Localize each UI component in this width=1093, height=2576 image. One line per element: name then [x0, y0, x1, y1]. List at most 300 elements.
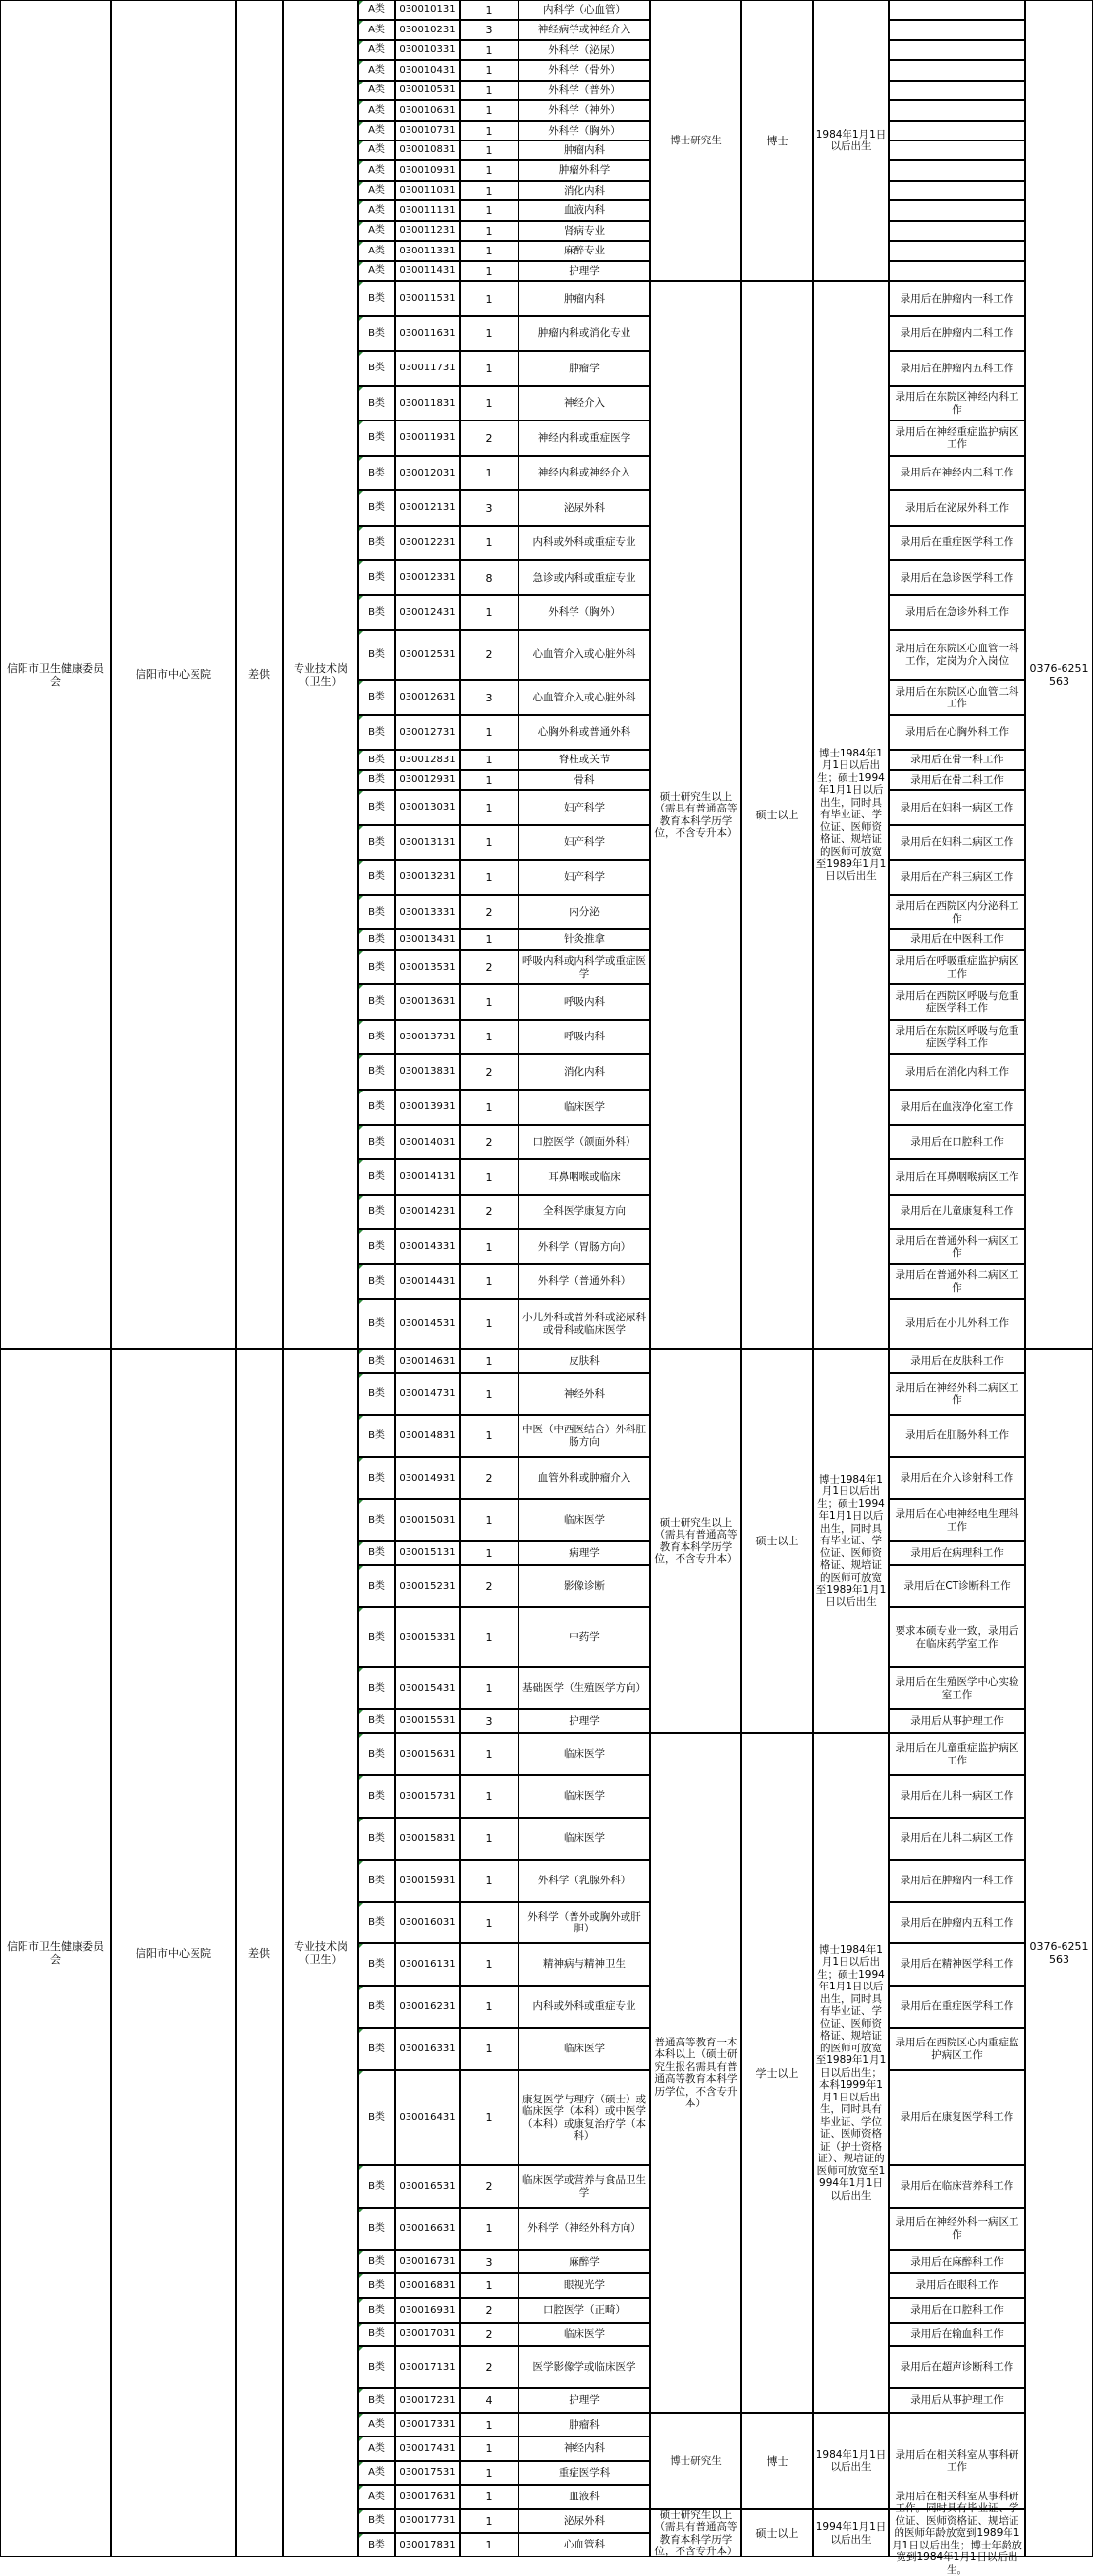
post-code-cell-text: 030016731 [399, 2256, 456, 2267]
cell-border [359, 2324, 395, 2346]
class-cell-text: B类 [368, 2000, 385, 2012]
post-code-cell-text: 030011431 [399, 265, 456, 276]
cell-border [461, 491, 519, 526]
cell-border [112, 1, 236, 1349]
headcount-cell-text: 1 [485, 1682, 493, 1695]
cell-border [461, 2414, 519, 2436]
headcount-cell-text: 1 [485, 1429, 493, 1442]
cell-border [359, 262, 395, 281]
headcount-cell-text: 1 [485, 397, 493, 410]
class-cell-text: A类 [368, 185, 385, 196]
cell-border [396, 82, 460, 100]
major-cell-text: 内科或外科或重症专业 [532, 2000, 636, 2013]
cell-border [461, 861, 519, 895]
cell-border [396, 1542, 460, 1565]
cell-border [890, 2274, 1025, 2298]
major-cell-text: 肿瘤科 [569, 2418, 600, 2431]
cell-border [396, 826, 460, 860]
cell-border [461, 161, 519, 181]
cell-border [519, 41, 650, 60]
cell-border [519, 2486, 650, 2509]
cell-border [519, 1300, 650, 1349]
major-cell-text: 眼视光学 [564, 2279, 605, 2292]
class-cell-text: B类 [368, 802, 385, 812]
cell-border [359, 1300, 395, 1349]
remark-cell-text: 录用后在麻醉科工作 [910, 2255, 1004, 2268]
class-cell-text: A类 [368, 225, 385, 236]
post-code-cell-text: 030013031 [399, 802, 456, 812]
headcount-cell-text: 1 [485, 536, 493, 549]
class-cell-text: B类 [368, 2515, 385, 2526]
class-cell-text: B类 [368, 2180, 385, 2192]
post-code-cell-text: 030014631 [399, 1355, 456, 1367]
education-cell-text: 硕士研究生以上（需具有普通高等教育本科学历学位，不含专升本） [654, 1516, 738, 1565]
cell-border [396, 1608, 460, 1667]
cell-border [461, 262, 519, 281]
cell-border [359, 2414, 395, 2436]
headcount-cell-text: 1 [485, 933, 493, 946]
cell-border [519, 930, 650, 950]
cell-border [519, 1944, 650, 1986]
headcount-cell-text: 1 [485, 84, 493, 97]
class-cell-text: B类 [368, 572, 385, 583]
cell-border [519, 681, 650, 715]
post-code-cell-text: 030017831 [399, 2539, 456, 2550]
cell-border [396, 2166, 460, 2208]
headcount-cell-text: 1 [485, 2539, 493, 2551]
cell-border [651, 1350, 741, 1733]
post-code-cell-text: 030015431 [399, 1682, 456, 1694]
headcount-cell-text: 1 [485, 1317, 493, 1330]
cell-border [890, 2209, 1025, 2250]
cell-border [461, 2486, 519, 2509]
cell-border [396, 1021, 460, 1054]
major-cell-text: 神经内科 [564, 2442, 605, 2455]
cell-border [519, 182, 650, 200]
class-cell-text: B类 [368, 536, 385, 548]
cell-border [396, 861, 460, 895]
cell-border [461, 182, 519, 200]
headcount-cell-text: 1 [485, 327, 493, 340]
cell-border [396, 2071, 460, 2165]
major-cell-text: 消化内科 [564, 184, 605, 196]
cell-border [396, 61, 460, 81]
cell-border [359, 1350, 395, 1373]
headcount-cell-text: 1 [485, 1748, 493, 1761]
major-cell-text: 外科学（泌尿） [548, 43, 621, 56]
headcount-cell-text: 2 [485, 1065, 493, 1079]
remark-cell-text: 录用后在妇科一病区工作 [900, 801, 1014, 813]
headcount-cell-text: 1 [485, 606, 493, 619]
class-cell-text: B类 [368, 1514, 385, 1526]
cell-border [396, 1903, 460, 1943]
cell-border [359, 861, 395, 895]
cell-border [461, 631, 519, 680]
cell-border [519, 1126, 650, 1159]
cell-border [396, 2347, 460, 2388]
cell-border [890, 1196, 1025, 1229]
cell-border [890, 1903, 1025, 1943]
cell-border [461, 1300, 519, 1349]
major-cell-text: 肿瘤学 [569, 362, 600, 374]
class-cell-text: B类 [368, 1429, 385, 1441]
major-cell-text: 血液科 [569, 2491, 600, 2503]
cell-border [890, 2389, 1025, 2413]
cell-border [519, 2029, 650, 2070]
remark-cell-text: 录用后在临床营养科工作 [900, 2180, 1014, 2193]
cell-border [359, 1374, 395, 1415]
class-cell-text: B类 [368, 327, 385, 339]
cell-border [890, 1091, 1025, 1125]
cell-border [461, 2029, 519, 2070]
cell-border [890, 631, 1025, 680]
headcount-cell-text: 2 [485, 2180, 493, 2193]
remark-cell-text: 录用后在小儿外科工作 [905, 1317, 1009, 1330]
cell-border [359, 527, 395, 560]
cell-border [461, 985, 519, 1020]
headcount-cell-text: 2 [485, 1580, 493, 1593]
class-cell-text: B类 [368, 1832, 385, 1844]
education-cell-text: 博士研究生 [670, 134, 722, 146]
remark-cell-text: 录用后在重症医学科工作 [900, 2000, 1014, 2013]
headcount-cell-text: 1 [485, 801, 493, 814]
cell-border [519, 242, 650, 261]
cell-border [359, 1160, 395, 1195]
post-code-cell-text: 030014431 [399, 1275, 456, 1287]
post-code-cell-text: 030016931 [399, 2304, 456, 2316]
cell-border [519, 1350, 650, 1373]
post-type-cell-text: 专业技术岗（卫生） [294, 661, 348, 688]
major-cell-text: 口腔医学（正畸） [543, 2304, 626, 2317]
cell-border [519, 82, 650, 100]
post-code-cell-text: 030011731 [399, 363, 456, 373]
major-cell-text: 临床医学 [564, 2327, 605, 2340]
remark-cell-text: 录用后在超声诊断科工作 [900, 2361, 1014, 2374]
cell-border [890, 21, 1025, 40]
cell-border [461, 896, 519, 929]
class-cell-text: B类 [368, 1682, 385, 1694]
post-code-cell-text: 030016531 [399, 2180, 456, 2192]
post-code-cell-text: 030012331 [399, 572, 456, 583]
cell-border [890, 122, 1025, 140]
cell-border [461, 387, 519, 420]
class-cell-text: B类 [368, 996, 385, 1007]
cell-border [461, 930, 519, 950]
cell-border [359, 421, 395, 456]
cell-border [890, 2414, 1025, 2509]
cell-border [461, 1819, 519, 1860]
headcount-cell-text: 1 [485, 1240, 493, 1254]
degree-cell-text: 硕士以上 [755, 2527, 799, 2540]
class-cell-text: B类 [368, 1547, 385, 1558]
cell-border [461, 2510, 519, 2533]
class-cell-text: B类 [368, 2222, 385, 2234]
cell-border [461, 1055, 519, 1090]
cell-border [890, 2071, 1025, 2165]
headcount-cell-text: 1 [485, 1790, 493, 1803]
major-cell-text: 肾病专业 [564, 224, 605, 237]
cell-border [1026, 1, 1093, 1349]
post-code-cell-text: 030015831 [399, 1832, 456, 1844]
cell-border [359, 1566, 395, 1607]
headcount-cell-text: 1 [485, 2111, 493, 2124]
cell-border [359, 352, 395, 386]
major-cell-text: 神经病学或神经介入 [537, 24, 631, 36]
post-code-cell-text: 030017031 [399, 2328, 456, 2339]
class-cell-text: B类 [368, 1631, 385, 1643]
post-code-cell-text: 030010731 [399, 125, 456, 136]
cell-border [461, 2534, 519, 2557]
cell-border [890, 41, 1025, 60]
cell-border [461, 201, 519, 221]
cell-border [742, 1734, 813, 2413]
cell-border [359, 21, 395, 40]
cell-border [519, 2166, 650, 2208]
cell-border [396, 421, 460, 456]
cell-border [359, 1091, 395, 1125]
cell-border [890, 1265, 1025, 1299]
degree-cell-text: 博士 [766, 2454, 789, 2468]
major-cell-text: 临床医学 [564, 1100, 605, 1113]
cell-border [359, 2071, 395, 2165]
cell-border [461, 1374, 519, 1415]
cell-border [519, 951, 650, 984]
headcount-cell-text: 2 [485, 2361, 493, 2374]
remark-cell-text: 录用后在生殖医学中心实验室工作 [895, 1676, 1019, 1701]
headcount-cell-text: 1 [485, 292, 493, 306]
post-code-cell-text: 030013231 [399, 871, 456, 882]
cell-border [651, 282, 741, 1349]
cell-border [461, 681, 519, 715]
remark-cell-text: 录用后在肿瘤内二科工作 [900, 327, 1014, 340]
degree-cell-text: 博士 [766, 134, 789, 147]
post-code-cell-text: 030013131 [399, 836, 456, 848]
post-code-cell-text: 030012731 [399, 726, 456, 738]
class-cell-text: B类 [368, 1066, 385, 1077]
class-cell-text: A类 [368, 4, 385, 15]
cell-border [461, 2347, 519, 2388]
headcount-cell-text: 3 [485, 501, 493, 515]
cell-border [519, 1055, 650, 1090]
headcount-cell-text: 2 [485, 2327, 493, 2341]
cell-border [396, 527, 460, 560]
cell-border [396, 2389, 460, 2413]
major-cell-text: 神经介入 [564, 397, 605, 410]
cell-border [890, 282, 1025, 316]
post-code-cell-text: 030011031 [399, 185, 456, 196]
post-code-cell-text: 030015531 [399, 1715, 456, 1726]
headcount-cell-text: 2 [485, 648, 493, 661]
headcount-cell-text: 1 [485, 2279, 493, 2292]
cell-border [461, 2071, 519, 2165]
cell-border [396, 141, 460, 160]
cell-border [396, 2462, 460, 2485]
class-cell-text: B类 [368, 933, 385, 945]
cell-border [461, 1987, 519, 2028]
class-cell-text: B类 [368, 871, 385, 882]
headcount-cell-text: 1 [485, 264, 493, 278]
cell-border [359, 896, 395, 929]
post-type-cell-text: 专业技术岗（卫生） [294, 1940, 348, 1966]
post-code-cell-text: 030010131 [399, 4, 456, 15]
cell-border [519, 1861, 650, 1902]
cell-border [396, 101, 460, 121]
cell-border [461, 82, 519, 100]
remark-cell-text: 录用后在儿童康复科工作 [900, 1205, 1014, 1218]
major-cell-text: 临床医学 [564, 2043, 605, 2055]
class-cell-text: B类 [368, 726, 385, 738]
headcount-cell-text: 1 [485, 773, 493, 787]
headcount-cell-text: 1 [485, 362, 493, 375]
cell-border [519, 1987, 650, 2028]
major-cell-text: 心血管介入或心脏外科 [532, 648, 636, 661]
cell-border [742, 282, 813, 1349]
post-code-cell-text: 030015931 [399, 1875, 456, 1886]
post-code-cell-text: 030017631 [399, 2491, 456, 2502]
cell-border [396, 716, 460, 750]
cell-border [461, 282, 519, 316]
cell-border [890, 2166, 1025, 2208]
cell-border [396, 2486, 460, 2509]
class-cell-text: B类 [368, 1101, 385, 1112]
cell-border [396, 491, 460, 526]
cell-border [359, 596, 395, 630]
cell-border [396, 1987, 460, 2028]
cell-border [890, 1566, 1025, 1607]
cell-border [461, 61, 519, 81]
cell-border [396, 1416, 460, 1457]
cell-border [396, 791, 460, 825]
cell-border [814, 1734, 889, 2413]
cell-border [890, 951, 1025, 984]
cell-border [461, 352, 519, 386]
unit-cell-text: 信阳市中心医院 [136, 1946, 211, 1960]
cell-border [519, 985, 650, 1020]
post-code-cell-text: 030011631 [399, 327, 456, 339]
remark-cell-text: 录用后从事护理工作 [910, 1714, 1004, 1727]
major-cell-text: 中医（中西医结合）外科肛肠方向 [522, 1424, 646, 1448]
cell-border [742, 2414, 813, 2509]
cell-border [396, 1196, 460, 1229]
headcount-cell-text: 1 [485, 224, 493, 238]
remark-cell-text: 录用后从事护理工作 [910, 2394, 1004, 2407]
class-cell-text: B类 [368, 1136, 385, 1148]
class-cell-text: A类 [368, 164, 385, 176]
cell-border [461, 1903, 519, 1943]
cell-border [359, 951, 395, 984]
remark-cell-text: 录用后在消化内科工作 [905, 1065, 1009, 1078]
cell-border [461, 242, 519, 261]
post-code-cell-text: 030014031 [399, 1136, 456, 1148]
headcount-cell-text: 1 [485, 2043, 493, 2055]
cell-border [461, 1861, 519, 1902]
post-code-cell-text: 030017531 [399, 2467, 456, 2478]
cell-border [519, 2071, 650, 2165]
cell-border [359, 122, 395, 140]
remark-cell-text: 录用后在口腔科工作 [910, 1136, 1004, 1148]
remark-cell-text: 录用后在东院区心血管一科工作，定岗为介入岗位 [895, 643, 1019, 667]
cell-border [396, 282, 460, 316]
age-requirement-cell-text: 1984年1月1日以后出生 [815, 2448, 887, 2473]
cell-border [461, 1126, 519, 1159]
major-cell-text: 肿瘤外科学 [558, 164, 611, 177]
class-cell-text: B类 [368, 397, 385, 409]
cell-border [396, 457, 460, 490]
class-cell-text: B类 [368, 1958, 385, 1970]
cell-border [519, 1230, 650, 1264]
cell-border [890, 1458, 1025, 1499]
remark-cell-text: 录用后在儿科二病区工作 [900, 1832, 1014, 1845]
cell-border [519, 2299, 650, 2323]
cell-border [359, 2347, 395, 2388]
major-cell-text: 全科医学康复方向 [543, 1205, 626, 1218]
degree-cell-text: 硕士以上 [755, 1535, 799, 1547]
remark-cell-text: 录用后在相关科室从事科研工作。同时具有毕业证、学位证、医师资格证、规培证的医师年龄放宽到1989年1月1日以后出生；博士年龄放宽到1984年1月1日以后出生。 [892, 2490, 1022, 2576]
class-cell-text: B类 [368, 961, 385, 973]
cell-border [359, 771, 395, 790]
post-code-cell-text: 030010631 [399, 104, 456, 116]
cell-border [396, 1734, 460, 1775]
cell-border [651, 1734, 741, 2413]
class-cell-text: B类 [368, 2328, 385, 2339]
class-cell-text: B类 [368, 293, 385, 304]
cell-border [890, 161, 1025, 181]
headcount-cell-text: 1 [485, 43, 493, 57]
post-code-cell-text: 030017131 [399, 2361, 456, 2373]
major-cell-text: 呼吸内科 [564, 1031, 605, 1043]
post-code-cell-text: 030014231 [399, 1205, 456, 1217]
cell-border [359, 201, 395, 221]
unit-cell-text: 信阳市中心医院 [136, 668, 211, 681]
cell-border [359, 141, 395, 160]
cell-border [519, 1, 650, 20]
remark-cell-text: 录用后在西院区内分泌科工作 [895, 900, 1019, 924]
major-cell-text: 呼吸内科或内科学或重症医学 [522, 955, 646, 980]
cell-border [396, 262, 460, 281]
cell-border [519, 1021, 650, 1054]
post-code-cell-text: 030014131 [399, 1171, 456, 1182]
class-cell-text: B类 [368, 1580, 385, 1592]
cell-border [519, 2510, 650, 2533]
cell-border [359, 1861, 395, 1902]
post-code-cell-text: 030013431 [399, 933, 456, 945]
remark-cell-text: 录用后在普通外科一病区工作 [895, 1234, 1019, 1259]
cell-border [519, 1734, 650, 1775]
class-cell-text: B类 [368, 2043, 385, 2054]
post-code-cell-text: 030012031 [399, 467, 456, 478]
cell-border [461, 1416, 519, 1457]
cell-border [519, 631, 650, 680]
cell-border [359, 1416, 395, 1457]
cell-border [890, 421, 1025, 456]
cell-border [1, 1350, 111, 2557]
cell-border [359, 491, 395, 526]
headcount-cell-text: 1 [485, 467, 493, 479]
cell-border [359, 1500, 395, 1541]
post-code-cell-text: 030011231 [399, 225, 456, 236]
headcount-cell-text: 1 [485, 870, 493, 884]
cell-border [284, 1350, 358, 2557]
major-cell-text: 外科学（神经外科方向） [527, 2222, 641, 2235]
class-cell-text: B类 [368, 606, 385, 618]
cell-border [890, 222, 1025, 241]
remark-cell-text: 录用后在输血科工作 [910, 2327, 1004, 2340]
post-code-cell-text: 030012531 [399, 648, 456, 660]
cell-border [359, 1458, 395, 1499]
remark-cell-text: 要求本硕专业一致，录用后在临床药学室工作 [895, 1625, 1019, 1650]
major-cell-text: 口腔医学（颌面外科） [532, 1136, 636, 1148]
major-cell-text: 精神病与精神卫生 [543, 1958, 626, 1971]
